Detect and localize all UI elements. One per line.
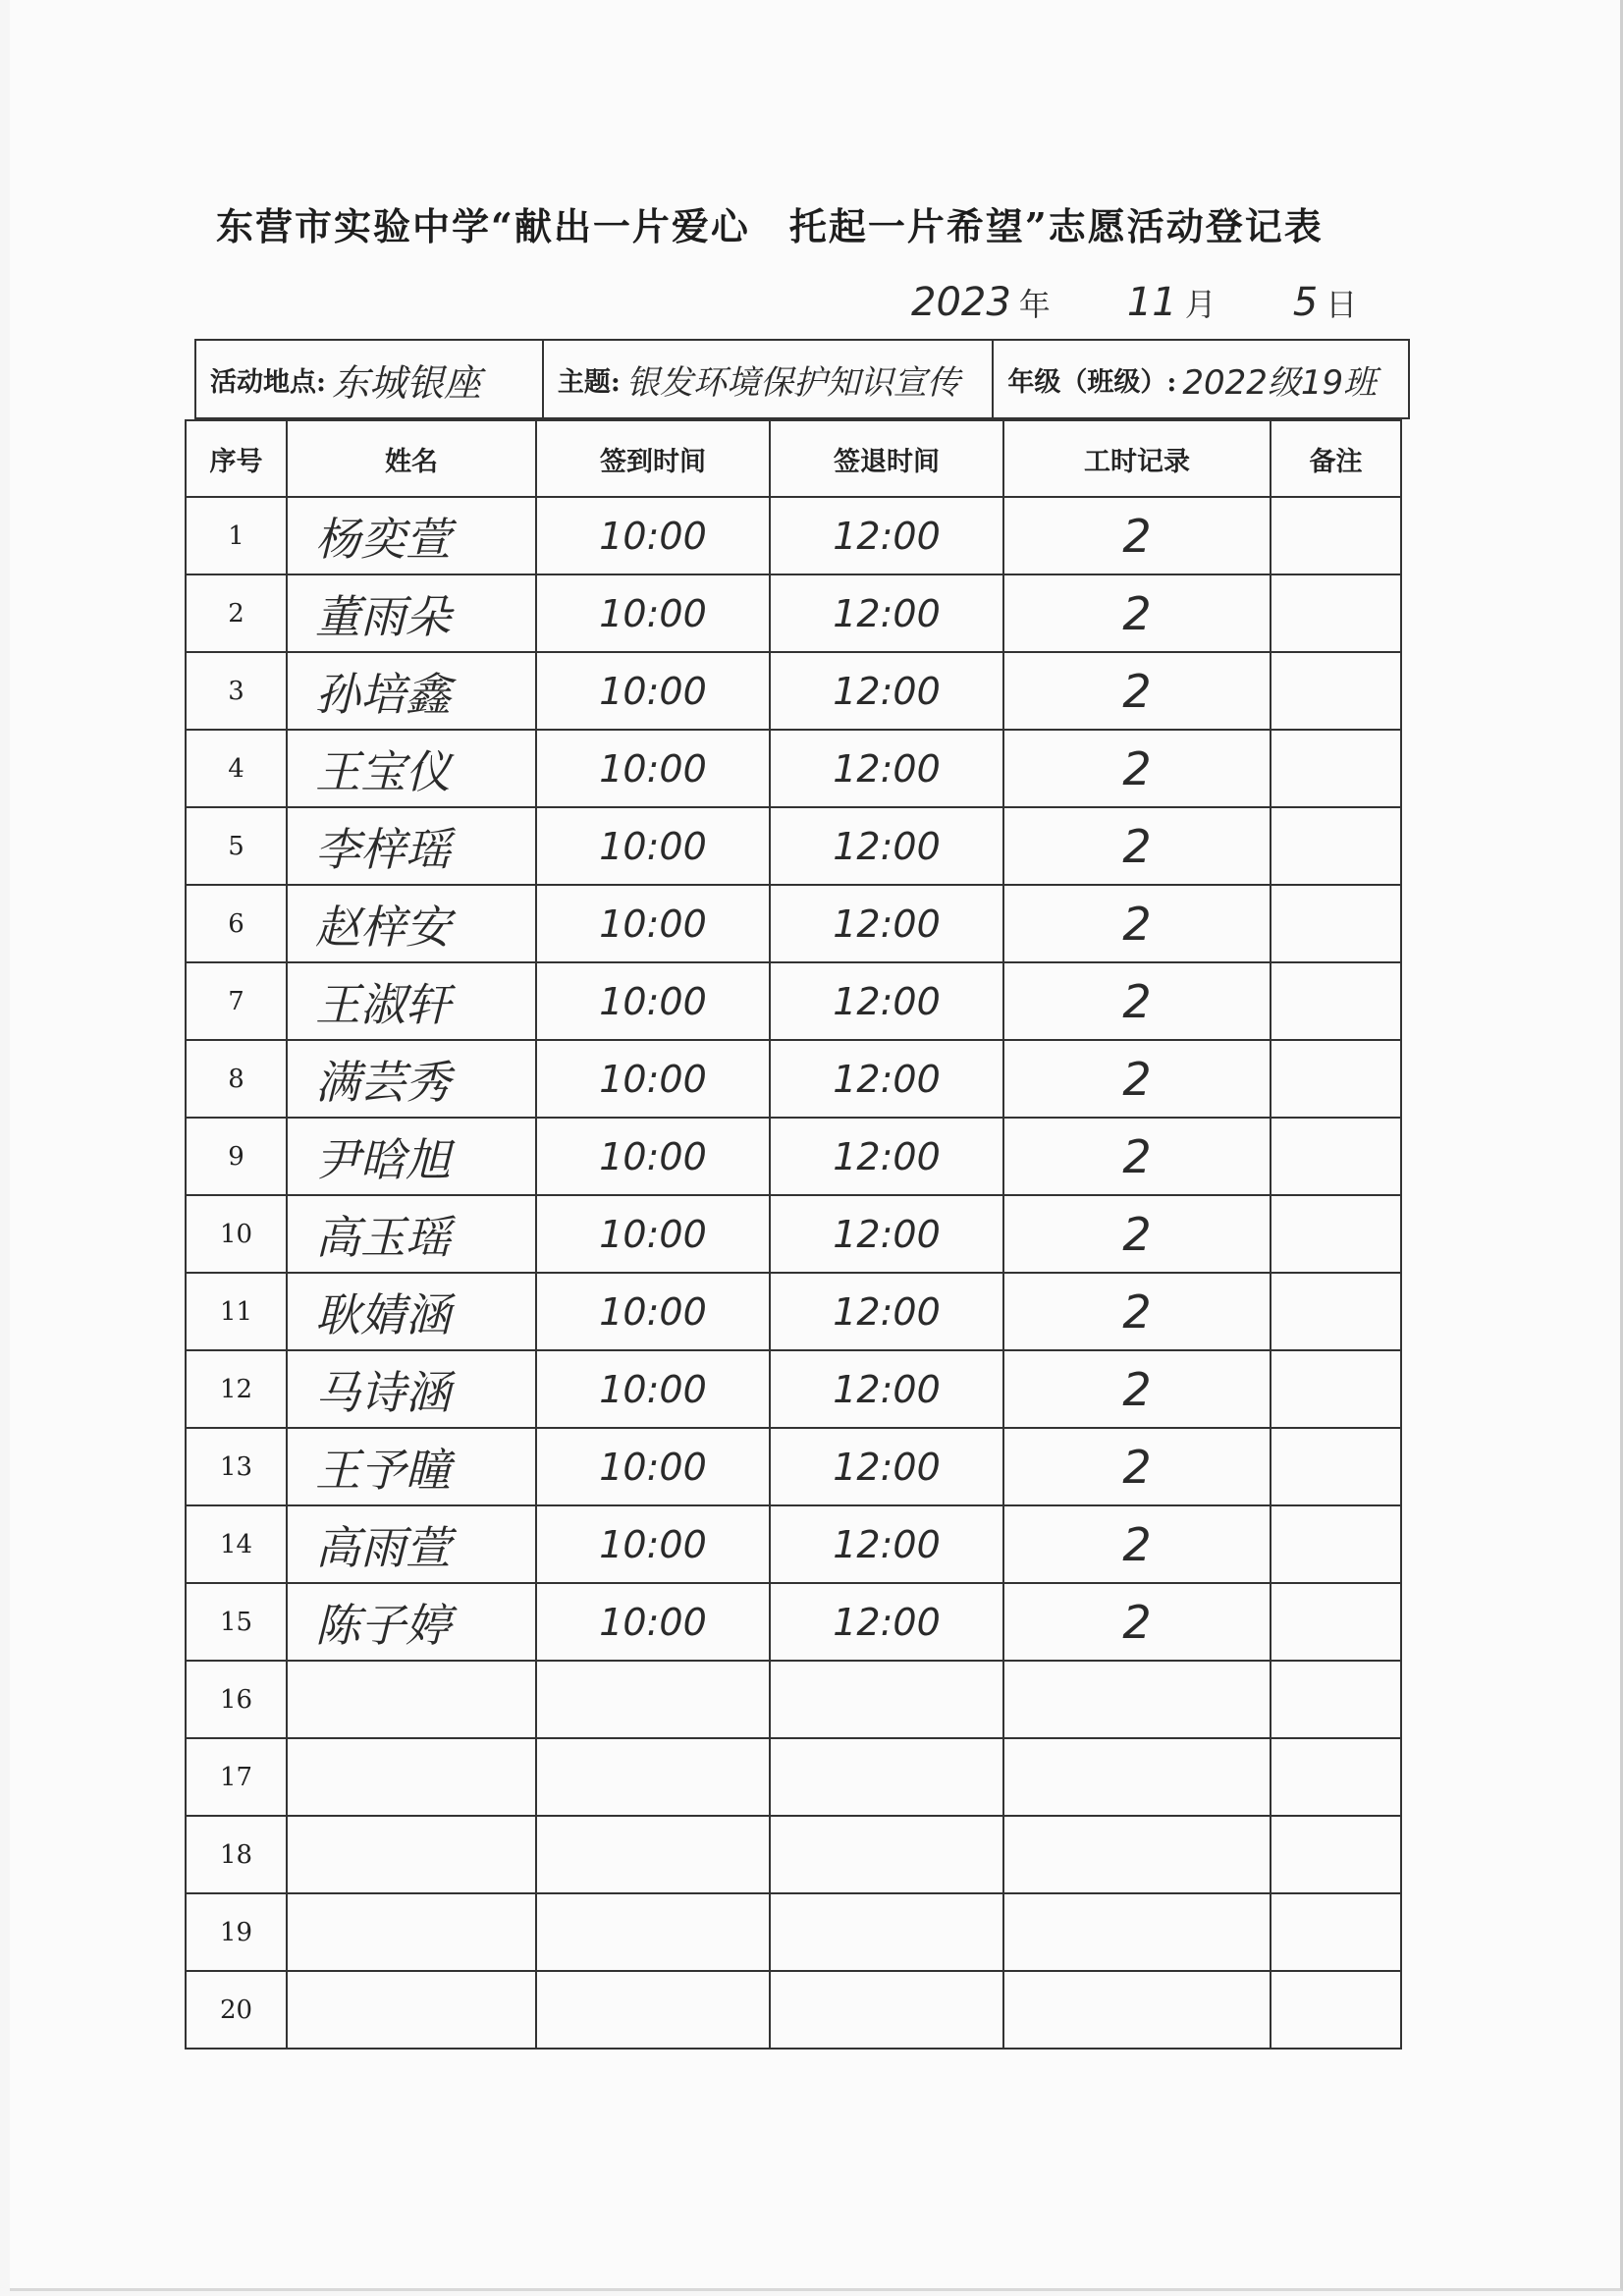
row-sign-in-time [536, 1816, 770, 1893]
row-sign-out-time: 12:00 [770, 1040, 1003, 1118]
theme-label: 主题: [557, 366, 621, 398]
theme-value: 银发环境保护知识宣传 [625, 362, 960, 403]
row-sign-in-time: 10:00 [536, 962, 770, 1040]
row-note [1271, 962, 1401, 1040]
row-sign-out-time [770, 1893, 1003, 1971]
row-sign-out-time: 12:00 [770, 1583, 1003, 1661]
row-number: 1 [186, 497, 287, 574]
row-sign-in-time: 10:00 [536, 1505, 770, 1583]
table-row [186, 1738, 1401, 1816]
row-number: 5 [186, 807, 287, 885]
row-hours: 2 [1003, 1350, 1271, 1428]
location-cell [196, 341, 544, 417]
row-name: 尹晗旭 [287, 1118, 536, 1195]
row-sign-out-time: 12:00 [770, 962, 1003, 1040]
row-sign-in-time: 10:00 [536, 807, 770, 885]
form-title: 东营市实验中学“献出一片爱心 托起一片希望”志愿活动登记表 [216, 204, 1324, 248]
row-name [287, 1893, 536, 1971]
row-name: 陈子婷 [287, 1583, 536, 1661]
row-hours [1003, 1738, 1271, 1816]
row-note [1271, 1195, 1401, 1273]
row-sign-in-time: 10:00 [536, 1428, 770, 1505]
row-sign-out-time [770, 1816, 1003, 1893]
row-note [1271, 1816, 1401, 1893]
table-row [186, 1273, 1401, 1350]
row-number: 6 [186, 885, 287, 962]
row-name [287, 1661, 536, 1738]
row-number: 14 [186, 1505, 287, 1583]
row-sign-in-time: 10:00 [536, 497, 770, 574]
table-row [186, 1428, 1401, 1505]
table-row [186, 497, 1401, 574]
row-note [1271, 652, 1401, 730]
month-label: 月 [1184, 286, 1217, 323]
row-hours: 2 [1003, 1118, 1271, 1195]
row-sign-out-time: 12:00 [770, 807, 1003, 885]
row-number: 10 [186, 1195, 287, 1273]
col-header-sign-in: 签到时间 [536, 420, 770, 497]
col-header-sign-out: 签退时间 [770, 420, 1003, 497]
row-name: 满芸秀 [287, 1040, 536, 1118]
row-number: 17 [186, 1738, 287, 1816]
row-hours: 2 [1003, 807, 1271, 885]
row-number: 15 [186, 1583, 287, 1661]
row-sign-out-time [770, 1661, 1003, 1738]
row-sign-in-time: 10:00 [536, 1273, 770, 1350]
row-note [1271, 1661, 1401, 1738]
registration-table [185, 419, 1402, 2050]
row-name: 孙培鑫 [287, 652, 536, 730]
row-sign-out-time: 12:00 [770, 652, 1003, 730]
row-number: 3 [186, 652, 287, 730]
row-number: 12 [186, 1350, 287, 1428]
row-name: 王淑轩 [287, 962, 536, 1040]
row-sign-in-time: 10:00 [536, 1195, 770, 1273]
row-sign-in-time [536, 1738, 770, 1816]
grade-label: 年级（班级）: [1007, 366, 1177, 398]
row-sign-out-time: 12:00 [770, 885, 1003, 962]
row-name: 高玉瑶 [287, 1195, 536, 1273]
table-row [186, 1661, 1401, 1738]
row-sign-in-time [536, 1971, 770, 2049]
table-row [186, 885, 1401, 962]
row-hours: 2 [1003, 1273, 1271, 1350]
row-hours: 2 [1003, 574, 1271, 652]
row-name: 杨奕萱 [287, 497, 536, 574]
row-number: 16 [186, 1661, 287, 1738]
col-header-no: 序号 [186, 420, 287, 497]
row-note [1271, 574, 1401, 652]
row-hours: 2 [1003, 1040, 1271, 1118]
row-note [1271, 1350, 1401, 1428]
table-row [186, 574, 1401, 652]
row-name: 马诗涵 [287, 1350, 536, 1428]
col-header-note: 备注 [1271, 420, 1401, 497]
row-sign-in-time [536, 1893, 770, 1971]
grade-cell [994, 341, 1408, 417]
date-month: 11 [1126, 280, 1177, 325]
table-row [186, 1350, 1401, 1428]
row-number: 19 [186, 1893, 287, 1971]
row-hours [1003, 1661, 1271, 1738]
row-hours: 2 [1003, 885, 1271, 962]
row-number: 8 [186, 1040, 287, 1118]
row-sign-out-time: 12:00 [770, 1273, 1003, 1350]
table-row [186, 807, 1401, 885]
location-label: 活动地点: [210, 366, 326, 398]
row-note [1271, 1971, 1401, 2049]
row-note [1271, 1738, 1401, 1816]
row-sign-out-time: 12:00 [770, 1505, 1003, 1583]
row-sign-in-time: 10:00 [536, 652, 770, 730]
row-number: 4 [186, 730, 287, 807]
row-name: 董雨朵 [287, 574, 536, 652]
row-note [1271, 1893, 1401, 1971]
row-sign-in-time: 10:00 [536, 574, 770, 652]
table-row [186, 1195, 1401, 1273]
row-name: 李梓瑶 [287, 807, 536, 885]
row-hours: 2 [1003, 1428, 1271, 1505]
row-hours [1003, 1816, 1271, 1893]
row-sign-out-time: 12:00 [770, 497, 1003, 574]
row-sign-in-time [536, 1661, 770, 1738]
row-note [1271, 1583, 1401, 1661]
row-hours: 2 [1003, 497, 1271, 574]
row-number: 20 [186, 1971, 287, 2049]
table-row [186, 730, 1401, 807]
row-sign-out-time [770, 1738, 1003, 1816]
row-hours [1003, 1971, 1271, 2049]
row-sign-in-time: 10:00 [536, 730, 770, 807]
date-year: 2023 [911, 280, 1011, 325]
table-row [186, 1118, 1401, 1195]
table-row [186, 1505, 1401, 1583]
row-name: 王宝仪 [287, 730, 536, 807]
row-name [287, 1816, 536, 1893]
row-note [1271, 807, 1401, 885]
col-header-name: 姓名 [287, 420, 536, 497]
table-row [186, 1583, 1401, 1661]
row-note [1271, 1040, 1401, 1118]
row-name [287, 1738, 536, 1816]
theme-cell [544, 341, 995, 417]
row-hours: 2 [1003, 962, 1271, 1040]
activity-info-row [194, 339, 1410, 419]
row-hours [1003, 1893, 1271, 1971]
row-sign-out-time: 12:00 [770, 1118, 1003, 1195]
table-row [186, 1893, 1401, 1971]
date-line [911, 280, 1375, 325]
row-note [1271, 1273, 1401, 1350]
date-day: 5 [1292, 280, 1319, 325]
row-sign-in-time: 10:00 [536, 1118, 770, 1195]
row-note [1271, 1118, 1401, 1195]
row-sign-out-time: 12:00 [770, 1350, 1003, 1428]
row-note [1271, 1428, 1401, 1505]
location-value: 东城银座 [331, 360, 481, 405]
row-number: 2 [186, 574, 287, 652]
table-row [186, 1971, 1401, 2049]
row-hours: 2 [1003, 730, 1271, 807]
row-sign-in-time: 10:00 [536, 1040, 770, 1118]
row-number: 13 [186, 1428, 287, 1505]
row-hours: 2 [1003, 1505, 1271, 1583]
grade-value: 2022级19班 [1182, 362, 1378, 403]
table-row [186, 652, 1401, 730]
year-label: 年 [1018, 286, 1051, 323]
row-sign-out-time: 12:00 [770, 1195, 1003, 1273]
row-number: 18 [186, 1816, 287, 1893]
row-name: 耿婧涵 [287, 1273, 536, 1350]
row-note [1271, 730, 1401, 807]
table-row [186, 1040, 1401, 1118]
row-name [287, 1971, 536, 2049]
row-hours: 2 [1003, 1583, 1271, 1661]
row-sign-in-time: 10:00 [536, 1583, 770, 1661]
row-sign-out-time: 12:00 [770, 1428, 1003, 1505]
row-sign-out-time: 12:00 [770, 574, 1003, 652]
row-hours: 2 [1003, 1195, 1271, 1273]
table-row [186, 1816, 1401, 1893]
row-name: 赵梓安 [287, 885, 536, 962]
row-sign-in-time: 10:00 [536, 1350, 770, 1428]
row-number: 11 [186, 1273, 287, 1350]
row-sign-out-time [770, 1971, 1003, 2049]
row-sign-out-time: 12:00 [770, 730, 1003, 807]
table-header-row [186, 420, 1401, 497]
table-row [186, 962, 1401, 1040]
row-sign-in-time: 10:00 [536, 885, 770, 962]
row-number: 7 [186, 962, 287, 1040]
row-hours: 2 [1003, 652, 1271, 730]
row-note [1271, 885, 1401, 962]
day-label: 日 [1325, 286, 1358, 323]
col-header-hours: 工时记录 [1003, 420, 1271, 497]
row-note [1271, 497, 1401, 574]
row-name: 高雨萱 [287, 1505, 536, 1583]
row-note [1271, 1505, 1401, 1583]
scanned-page [10, 0, 1623, 2291]
row-name: 王予瞳 [287, 1428, 536, 1505]
row-number: 9 [186, 1118, 287, 1195]
